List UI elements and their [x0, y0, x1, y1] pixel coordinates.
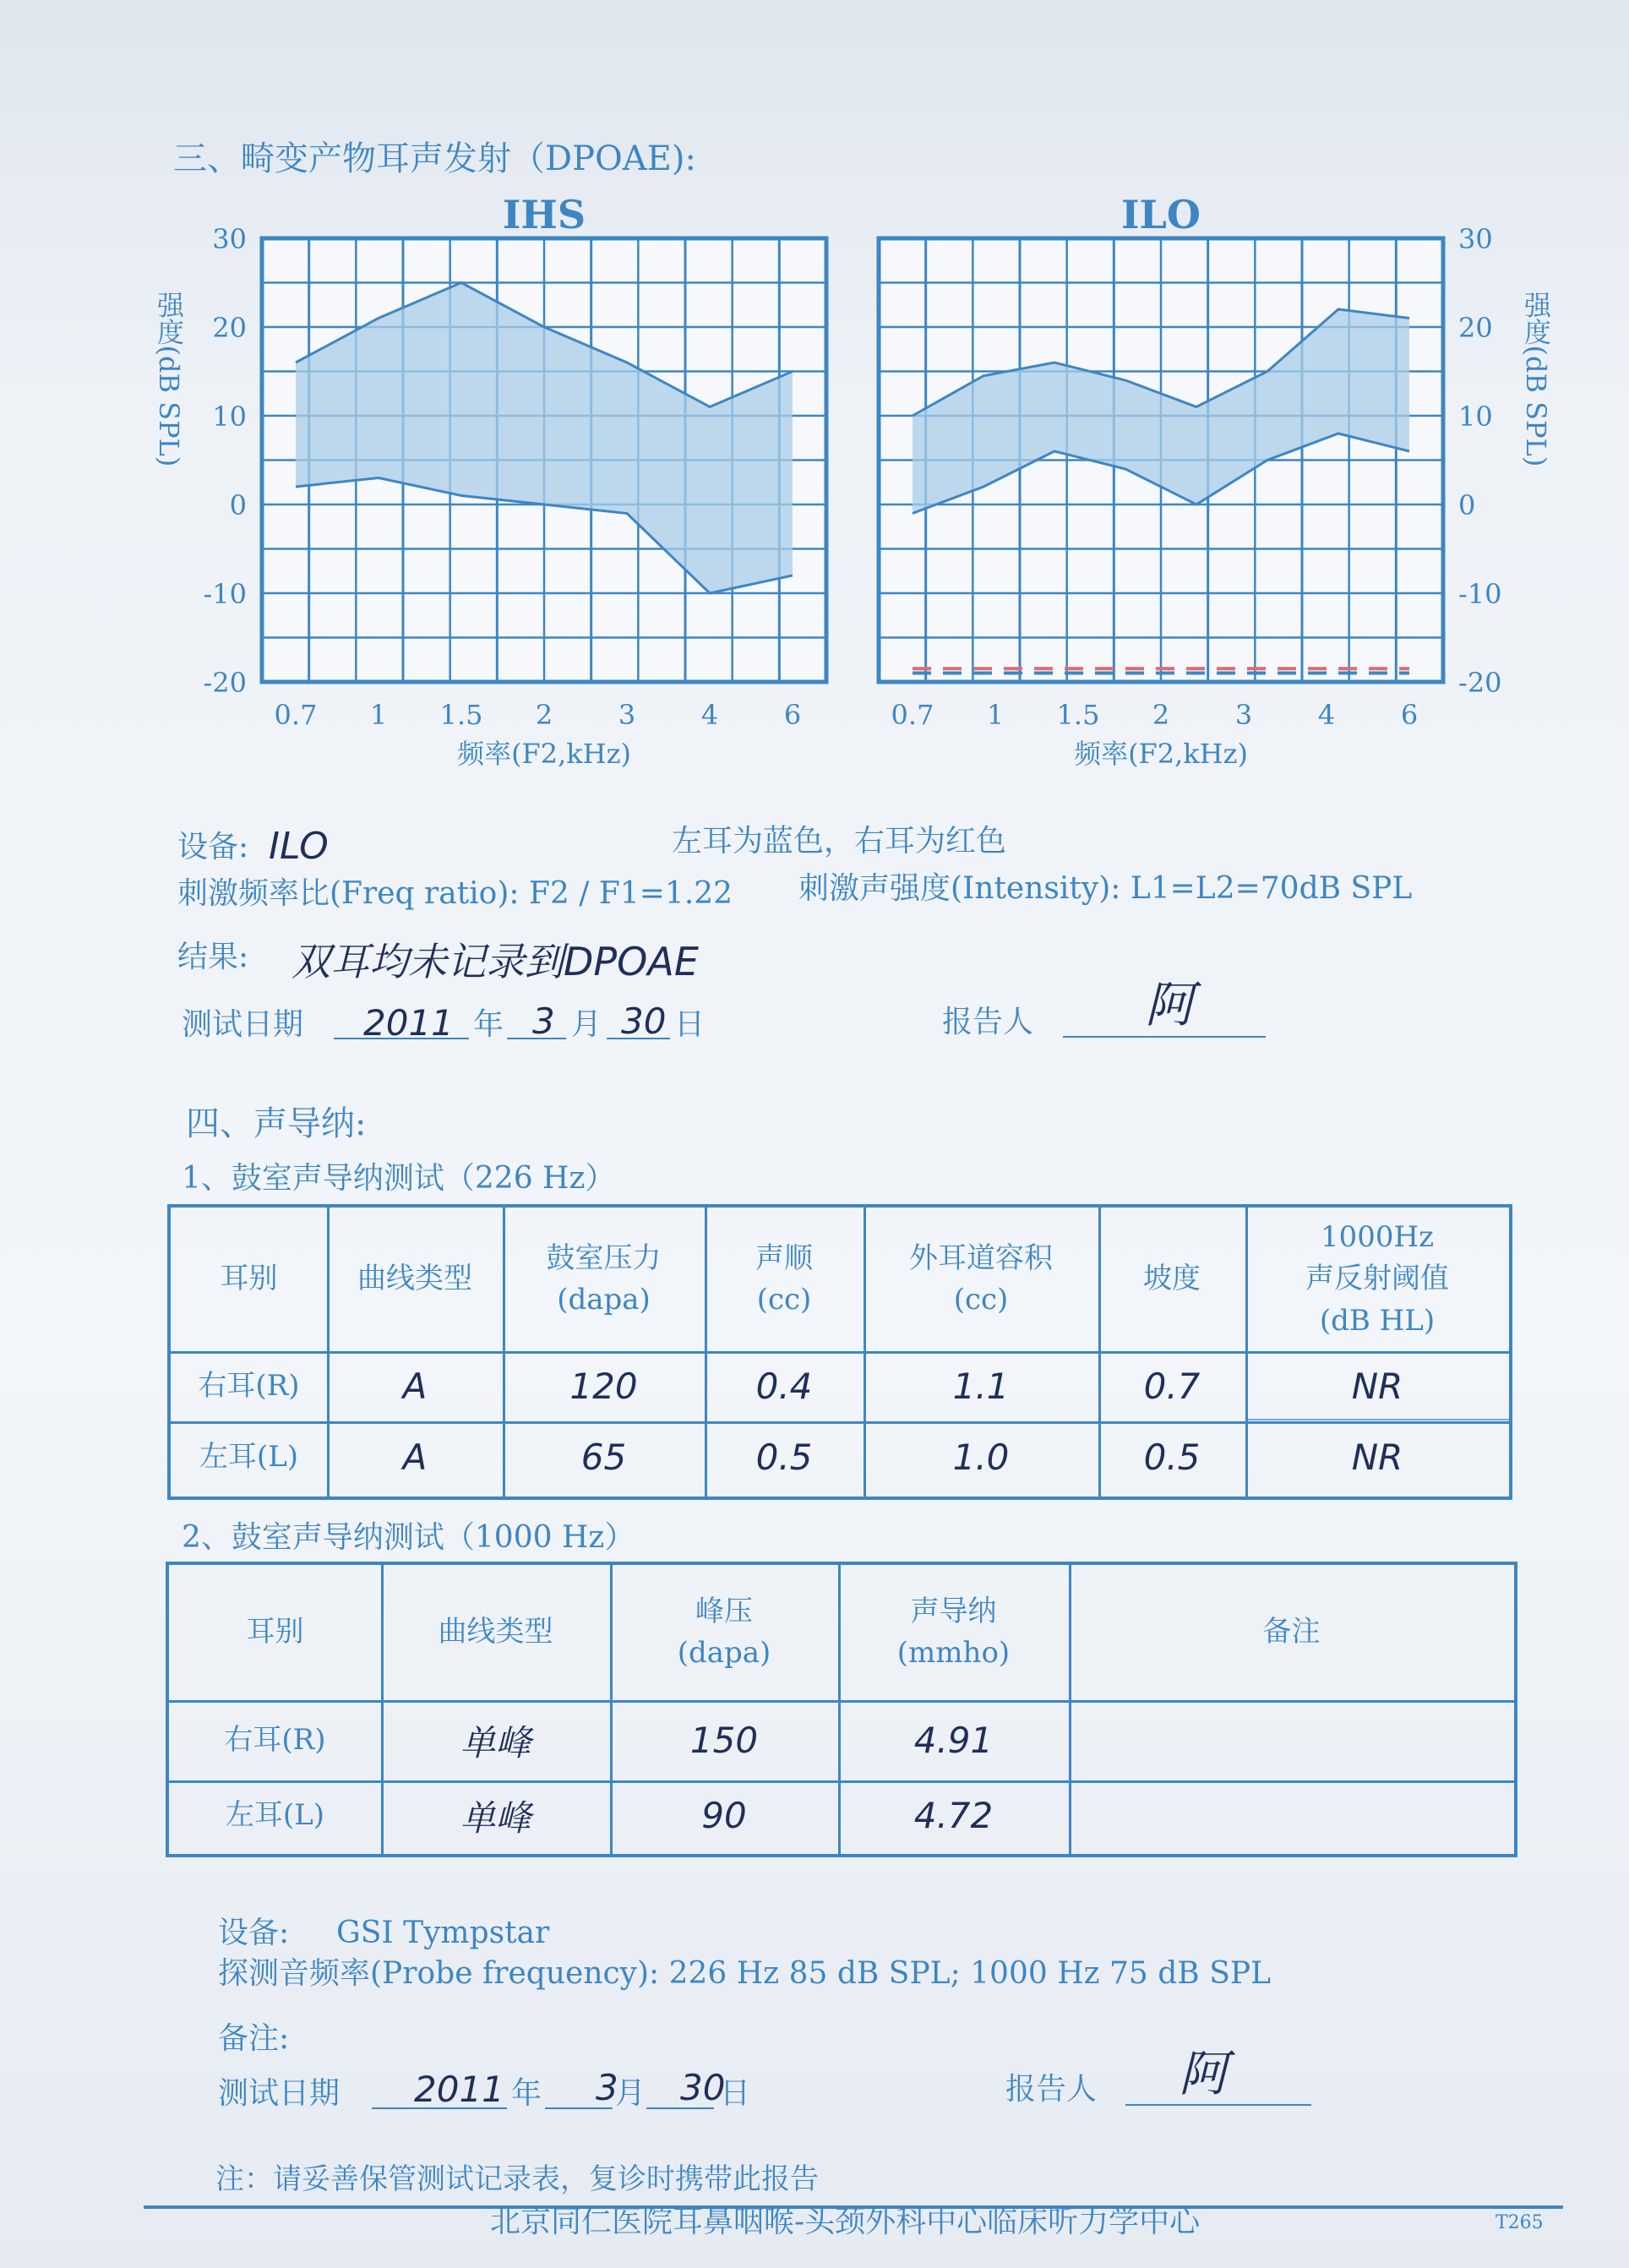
x-tick-label: 2	[1152, 699, 1170, 731]
t1-row-1-cell: 右耳(R)	[198, 1368, 300, 1403]
x-tick-label: 0.7	[274, 699, 318, 731]
t1-row-2-cell: 65	[580, 1437, 627, 1478]
x-tick-label: 3	[1234, 699, 1253, 731]
dpoae-date-day: 30	[621, 1000, 667, 1042]
ear-color-note: 左耳为蓝色，右耳为红色	[672, 824, 1007, 859]
y-tick-label: 10	[212, 401, 247, 433]
x-tick-label: 1.5	[1056, 699, 1100, 731]
dpoae-month-char: 月	[571, 1007, 602, 1042]
t2-row-2-cell: 左耳(L)	[225, 1797, 325, 1832]
footer-note: 注：请妥善保管测试记录表，复诊时携带此报告	[215, 2162, 819, 2196]
x-tick-label: 0.7	[891, 699, 934, 731]
dpoae-day-char: 日	[674, 1007, 706, 1042]
t1-header-cell: 外耳道容积 (cc)	[909, 1240, 1053, 1317]
tymp-month-char: 月	[615, 2076, 646, 2111]
probe-frequency: 探测音频率(Probe frequency): 226 Hz 85 dB SPL; 1000 Hz 75 dB SPL	[218, 1956, 1271, 1991]
y-tick-label: 0	[1458, 489, 1476, 521]
t1-row-2-cell: 0.5	[1143, 1437, 1201, 1478]
y-tick-label: -10	[1458, 578, 1502, 610]
form-code: T265	[1496, 2212, 1544, 2233]
t1-row-2-cell: 左耳(L)	[199, 1439, 299, 1474]
tymp-day-char: 日	[720, 2076, 751, 2111]
y-tick-label: 0	[229, 489, 247, 521]
t2-row-1-cell: 150	[689, 1720, 759, 1761]
y-tick-label: -20	[203, 667, 247, 699]
dpoae-date-month: 3	[532, 1000, 555, 1042]
ihs-chart	[144, 186, 904, 828]
t2-row-1-cell: 4.91	[913, 1720, 994, 1761]
dpoae-device-value: ILO	[269, 825, 329, 868]
y-axis-label: 强度(dB SPL)	[153, 291, 185, 467]
tymp-year-char: 年	[511, 2076, 542, 2111]
t1-header-cell: 曲线类型	[357, 1262, 472, 1296]
t2-row-2-cell	[1069, 1780, 1514, 1851]
y-axis-label: 强度(dB SPL)	[1520, 291, 1552, 467]
t2-title: 2、鼓室声导纳测试（1000 Hz）	[182, 1520, 635, 1555]
tymp-date-year: 2011	[414, 2069, 504, 2110]
t2-row-1-cell: 右耳(R)	[224, 1722, 326, 1757]
freq-ratio: 刺激频率比(Freq ratio): F2 / F1=1.22	[177, 876, 733, 911]
t2-row-1-cell	[1069, 1700, 1514, 1780]
ilo-chart	[853, 186, 1614, 828]
t1-row-2-cell: 1.0	[952, 1437, 1010, 1478]
x-tick-label: 2	[535, 699, 553, 731]
t1-row-1-cell: 120	[569, 1366, 638, 1407]
dpoae-date-year: 2011	[363, 1002, 454, 1044]
x-tick-label: 1	[369, 699, 388, 731]
tymp-device-value: GSI Tympstar	[336, 1916, 550, 1950]
t1-row-1-cell: NR	[1351, 1366, 1403, 1407]
dpoae-date-label: 测试日期	[182, 1007, 304, 1042]
t1-header-cell: 声顺 (cc)	[755, 1240, 813, 1317]
t2-header-cell: 峰压 (dapa)	[677, 1594, 771, 1670]
dpoae-reporter-label: 报告人	[942, 1005, 1034, 1039]
y-tick-label: 10	[1458, 401, 1493, 433]
t2-row-2-cell: 4.72	[913, 1795, 994, 1836]
t1-header-cell: 鼓室压力 (dapa)	[546, 1240, 662, 1317]
dpoae-heading: 三、畸变产物耳声发射（DPOAE):	[173, 139, 696, 178]
x-tick-label: 4	[1317, 699, 1336, 731]
t1-header-cell: 耳别	[220, 1262, 278, 1296]
t1-row-1-cell: 0.4	[755, 1366, 813, 1407]
t2-row-2-cell: 单峰	[460, 1796, 531, 1839]
tymp-reporter-signature: 阿	[1179, 2045, 1229, 2102]
t1-row-1-cell: 0.7	[1143, 1366, 1201, 1407]
stimulus-intensity: 刺激声强度(Intensity): L1=L2=70dB SPL	[798, 871, 1413, 906]
t1-row-2-cell: 0.5	[755, 1437, 813, 1478]
tympanometry-1000-table	[166, 1562, 1517, 1857]
tymp-heading: 四、声导纳:	[186, 1104, 367, 1143]
y-tick-label: -20	[1458, 667, 1502, 699]
t1-row-2-cell: A	[402, 1437, 428, 1478]
t2-header-cell: 声导纳 (mmho)	[896, 1594, 1011, 1670]
x-tick-label: 1.5	[439, 699, 483, 731]
t1-row-2-cell: NR	[1351, 1437, 1403, 1478]
tymp-device-label: 设备:	[218, 1916, 290, 1950]
x-tick-label: 3	[618, 699, 636, 731]
x-tick-label: 1	[986, 699, 1005, 731]
x-axis-label: 频率(F2,kHz)	[1074, 738, 1248, 770]
x-tick-label: 4	[700, 699, 719, 731]
tymp-date-label: 测试日期	[218, 2076, 341, 2111]
tymp-reporter-label: 报告人	[1005, 2072, 1098, 2107]
tymp-date-day: 30	[680, 2067, 726, 2108]
tymp-remark-label: 备注:	[218, 2021, 290, 2056]
y-tick-label: -10	[203, 578, 247, 610]
x-axis-label: 频率(F2,kHz)	[457, 738, 631, 770]
x-tick-label: 6	[1400, 699, 1419, 731]
t1-row-1-cell: A	[402, 1366, 428, 1407]
t2-row-2-cell: 90	[701, 1795, 747, 1836]
t2-header-cell: 耳别	[246, 1615, 304, 1649]
y-tick-label: 20	[212, 312, 247, 344]
t1-header-cell: 坡度	[1143, 1262, 1201, 1296]
dpoae-device-label: 设备:	[177, 830, 249, 864]
dpoae-reporter-signature: 阿	[1145, 976, 1195, 1033]
result-value: 双耳均未记录到DPOAE	[291, 939, 699, 984]
dpoae-year-char: 年	[473, 1007, 504, 1042]
t2-row-1-cell: 单峰	[460, 1721, 531, 1764]
y-tick-label: 20	[1458, 312, 1493, 344]
t2-header-cell: 曲线类型	[438, 1615, 553, 1649]
y-tick-label: 30	[212, 223, 247, 255]
x-tick-label: 6	[783, 699, 802, 731]
institution-name: 北京同仁医院耳鼻咽喉-头颈外科中心临床听力学中心	[490, 2205, 1201, 2239]
t2-header-cell: 备注	[1262, 1615, 1321, 1649]
t1-row-1-cell: 1.1	[952, 1366, 1010, 1407]
tymp-date-month: 3	[596, 2067, 618, 2108]
y-tick-label: 30	[1458, 223, 1493, 255]
result-label: 结果:	[177, 940, 249, 974]
tympanometry-226-table	[167, 1204, 1512, 1500]
chart-title: ILO	[1121, 192, 1201, 237]
chart-title: IHS	[502, 192, 586, 237]
t1-header-cell: 1000Hz 声反射阈值 (dB HL)	[1305, 1220, 1449, 1338]
t1-title: 1、鼓室声导纳测试（226 Hz）	[182, 1161, 616, 1196]
